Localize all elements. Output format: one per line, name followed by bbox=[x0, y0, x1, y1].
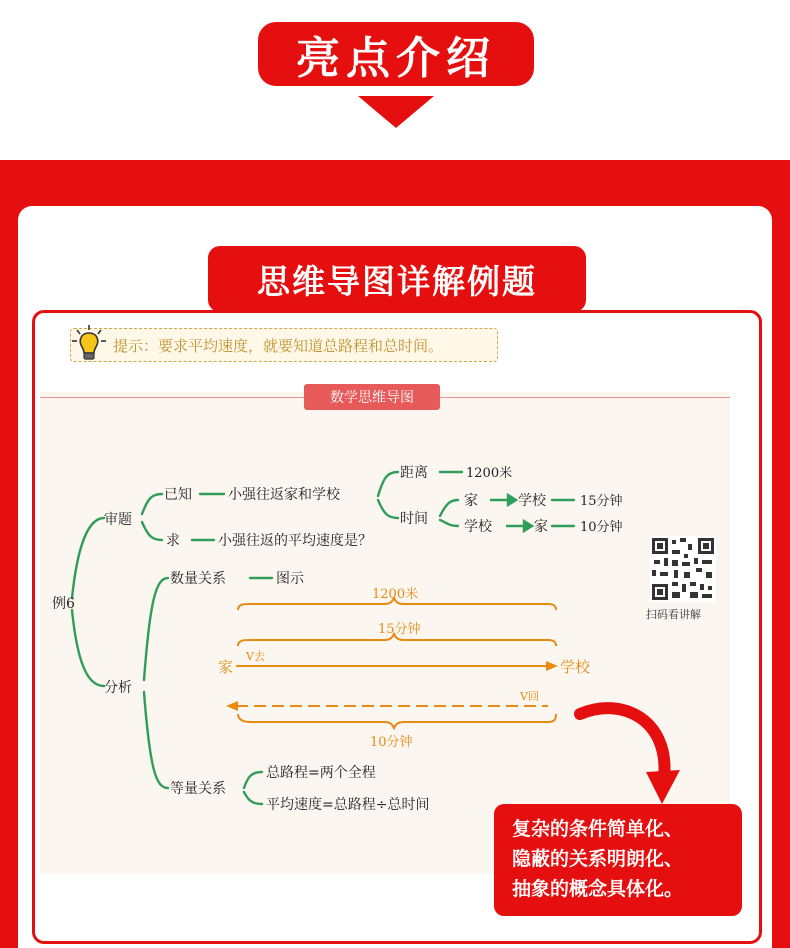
equal-node: 等量关系 bbox=[170, 781, 226, 797]
branch-equal bbox=[144, 692, 168, 788]
branch-distance bbox=[378, 472, 398, 496]
school-back: 学校 bbox=[464, 519, 492, 535]
home-go: 家 bbox=[464, 493, 478, 509]
diagram-distance: 1200米 bbox=[372, 587, 419, 602]
v-go: V去 bbox=[246, 650, 265, 663]
diagram-back-time: 10分钟 bbox=[370, 735, 413, 750]
branch-time-go bbox=[440, 500, 458, 516]
v-back: V回 bbox=[520, 690, 539, 703]
mindmap-label: 数学思维导图 bbox=[304, 384, 440, 410]
school-go: 学校 bbox=[518, 493, 546, 509]
down-arrow-icon bbox=[358, 96, 434, 128]
diagram-school: 学校 bbox=[560, 658, 591, 676]
home-back: 家 bbox=[534, 519, 548, 535]
qr-code-icon[interactable] bbox=[650, 536, 716, 602]
branch-time bbox=[378, 500, 398, 518]
diagram-go-time: 15分钟 bbox=[378, 622, 421, 637]
branch-time-back bbox=[440, 520, 458, 526]
callout-line-2: 隐蔽的关系明朗化、 bbox=[512, 848, 684, 870]
callout-line-3: 抽象的概念具体化。 bbox=[512, 878, 684, 900]
branch-eq1 bbox=[244, 772, 262, 788]
eq1-text: 总路程=两个全程 bbox=[266, 765, 376, 781]
diagram-home: 家 bbox=[218, 658, 234, 676]
time-go: 15分钟 bbox=[580, 494, 623, 509]
root-branch-down bbox=[72, 610, 104, 686]
lightbulb-icon bbox=[69, 323, 109, 363]
known-node: 已知 bbox=[164, 487, 192, 503]
time-node: 时间 bbox=[400, 511, 428, 527]
branch-eq2 bbox=[244, 792, 262, 804]
ask-text: 小强往返的平均速度是？ bbox=[218, 533, 372, 549]
branch-quantity bbox=[144, 578, 168, 680]
highlights-title: 亮点介绍 bbox=[258, 22, 534, 86]
time-back: 10分钟 bbox=[580, 520, 623, 535]
diagram-node: 图示 bbox=[276, 571, 304, 587]
ask-node: 求 bbox=[166, 533, 180, 549]
callout-line-1: 复杂的条件简单化、 bbox=[512, 818, 684, 840]
root-branch-up bbox=[72, 518, 104, 598]
tip-box bbox=[70, 328, 498, 362]
distance-node: 距离 bbox=[400, 465, 428, 481]
review-node: 审题 bbox=[104, 512, 132, 528]
branch-known bbox=[142, 494, 162, 514]
eq2-text: 平均速度=总路程÷总时间 bbox=[266, 797, 430, 813]
distance-value: 1200米 bbox=[466, 466, 513, 481]
curved-arrow-icon bbox=[572, 700, 682, 810]
summary-callout bbox=[494, 804, 742, 916]
tip-text: 提示：要求平均速度，就要知道总路程和总时间。 bbox=[113, 337, 444, 355]
branch-ask bbox=[142, 522, 162, 540]
known-text: 小强往返家和学校 bbox=[228, 487, 340, 503]
qr-caption: 扫码看讲解 bbox=[646, 608, 701, 621]
root-node: 例6 bbox=[52, 596, 75, 612]
quantity-node: 数量关系 bbox=[170, 571, 226, 587]
analysis-node: 分析 bbox=[104, 680, 132, 696]
section-title: 思维导图详解例题 bbox=[208, 246, 586, 312]
back-time-brace bbox=[238, 714, 556, 728]
